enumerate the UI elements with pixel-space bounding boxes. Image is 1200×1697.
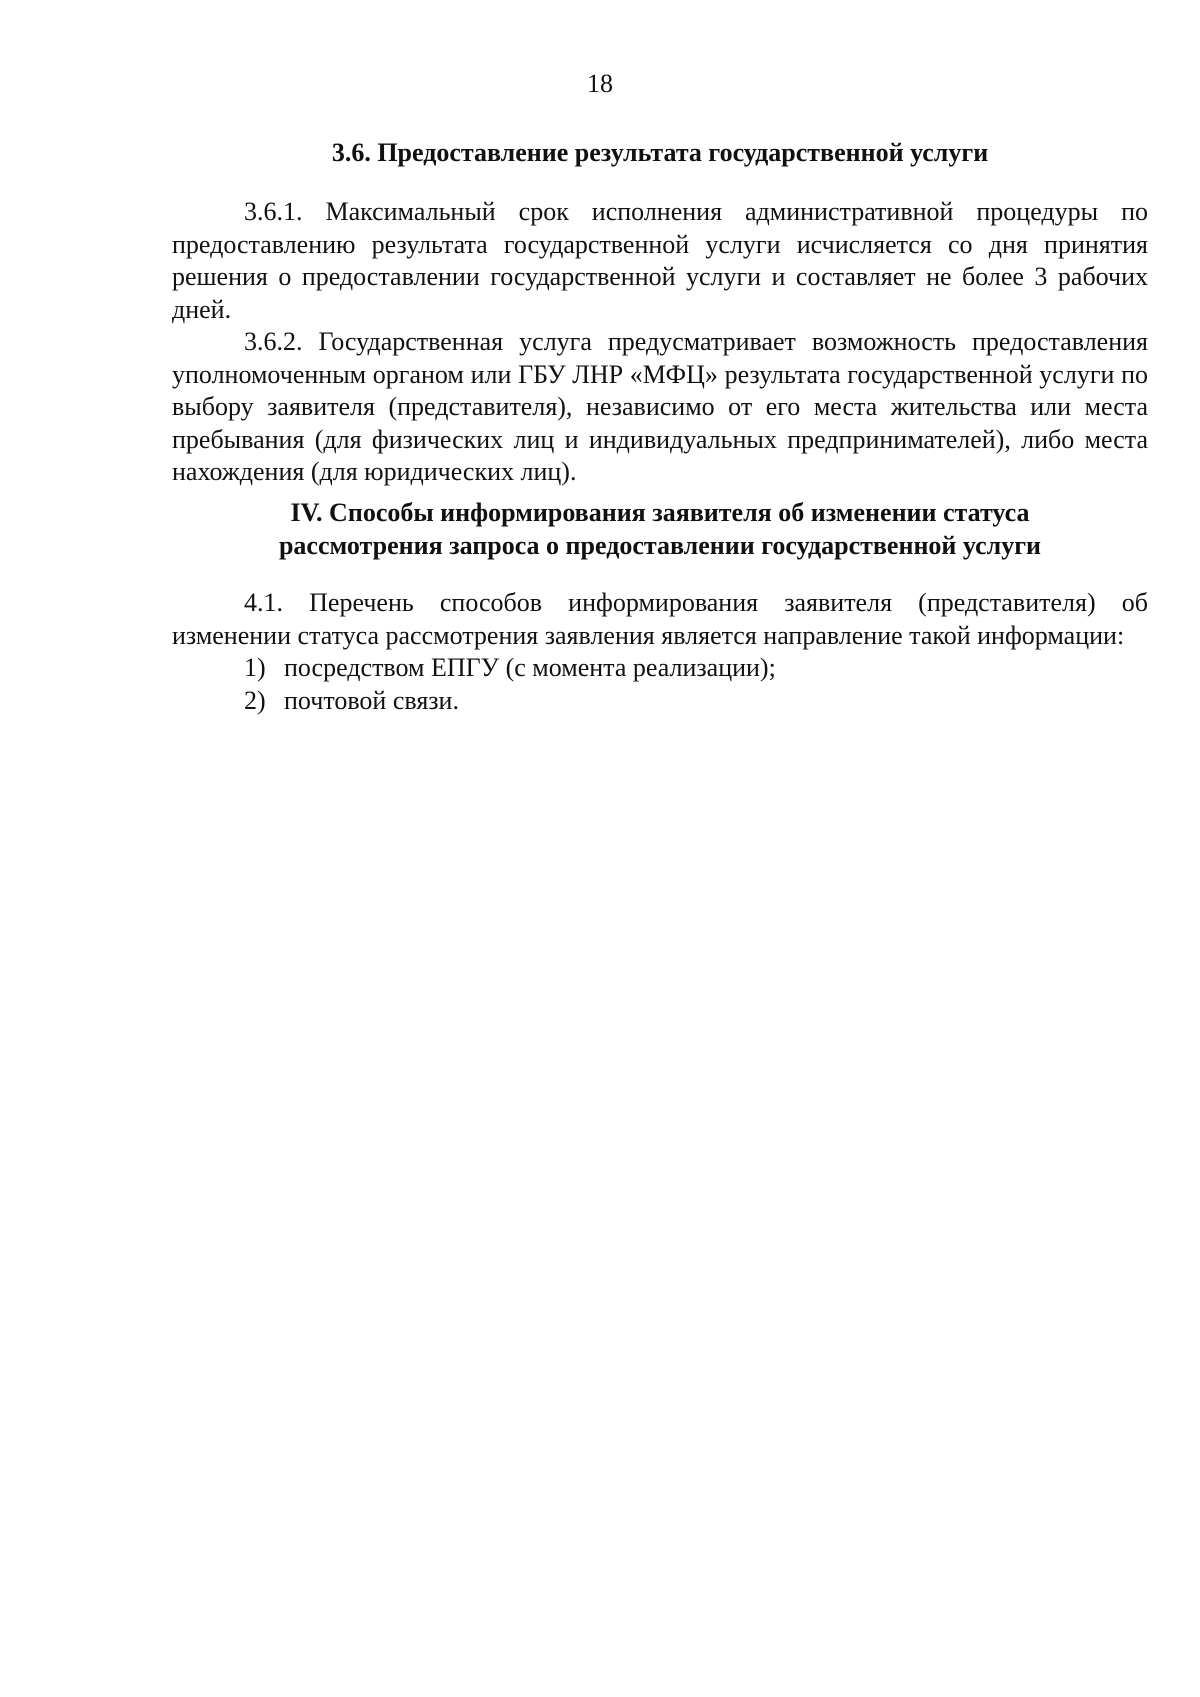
section-4-heading [172,497,1148,562]
paragraph-3-6-1: 3.6.1. Максимальный срок исполнения административной процедуры по предоставлению результата государственной услуги исчисляется со дня принятия решения о предоставлении государственной услуги и составляет не более 3 рабочих дней. [172,197,1148,324]
section-4-body [172,587,1148,717]
page-number: 18 [587,69,613,98]
section-3-6-heading-block [172,137,1148,170]
section-3-6-heading: 3.6. Предоставление результата государственной услуги [331,138,989,167]
paragraph-3-6-2: 3.6.2. Государственная услуга предусматривает возможность предоставления уполномоченным органом или ГБУ ЛНР «МФЦ» результата государственной услуги по выбору заявителя (представителя), независимо от его места жительства или места пребывания (для физических лиц и индивидуальных предпринимателей), либо места нахождения (для юридических лиц). [172,327,1148,486]
paragraph-4-1: 4.1. Перечень способов информирования заявителя (представителя) об изменении статуса рассмотрения заявления является направление такой информации: [172,588,1148,650]
list-item [172,685,1148,718]
section-3-6-body [172,196,1148,489]
section-4-heading-line-1: IV. Способы информирования заявителя об изменении статуса [290,498,1030,527]
section-4-heading-line-2: рассмотрения запроса о предоставлении государственной услуги [278,530,1042,560]
list-item [172,652,1148,685]
list-item-text: почтовой связи. [284,685,459,715]
list-item-text: посредством ЕПГУ (с момента реализации); [284,653,776,682]
list-item-number: 2) [244,685,266,715]
list-item-number: 1) [244,653,266,682]
section-4-heading-block [172,497,1148,562]
